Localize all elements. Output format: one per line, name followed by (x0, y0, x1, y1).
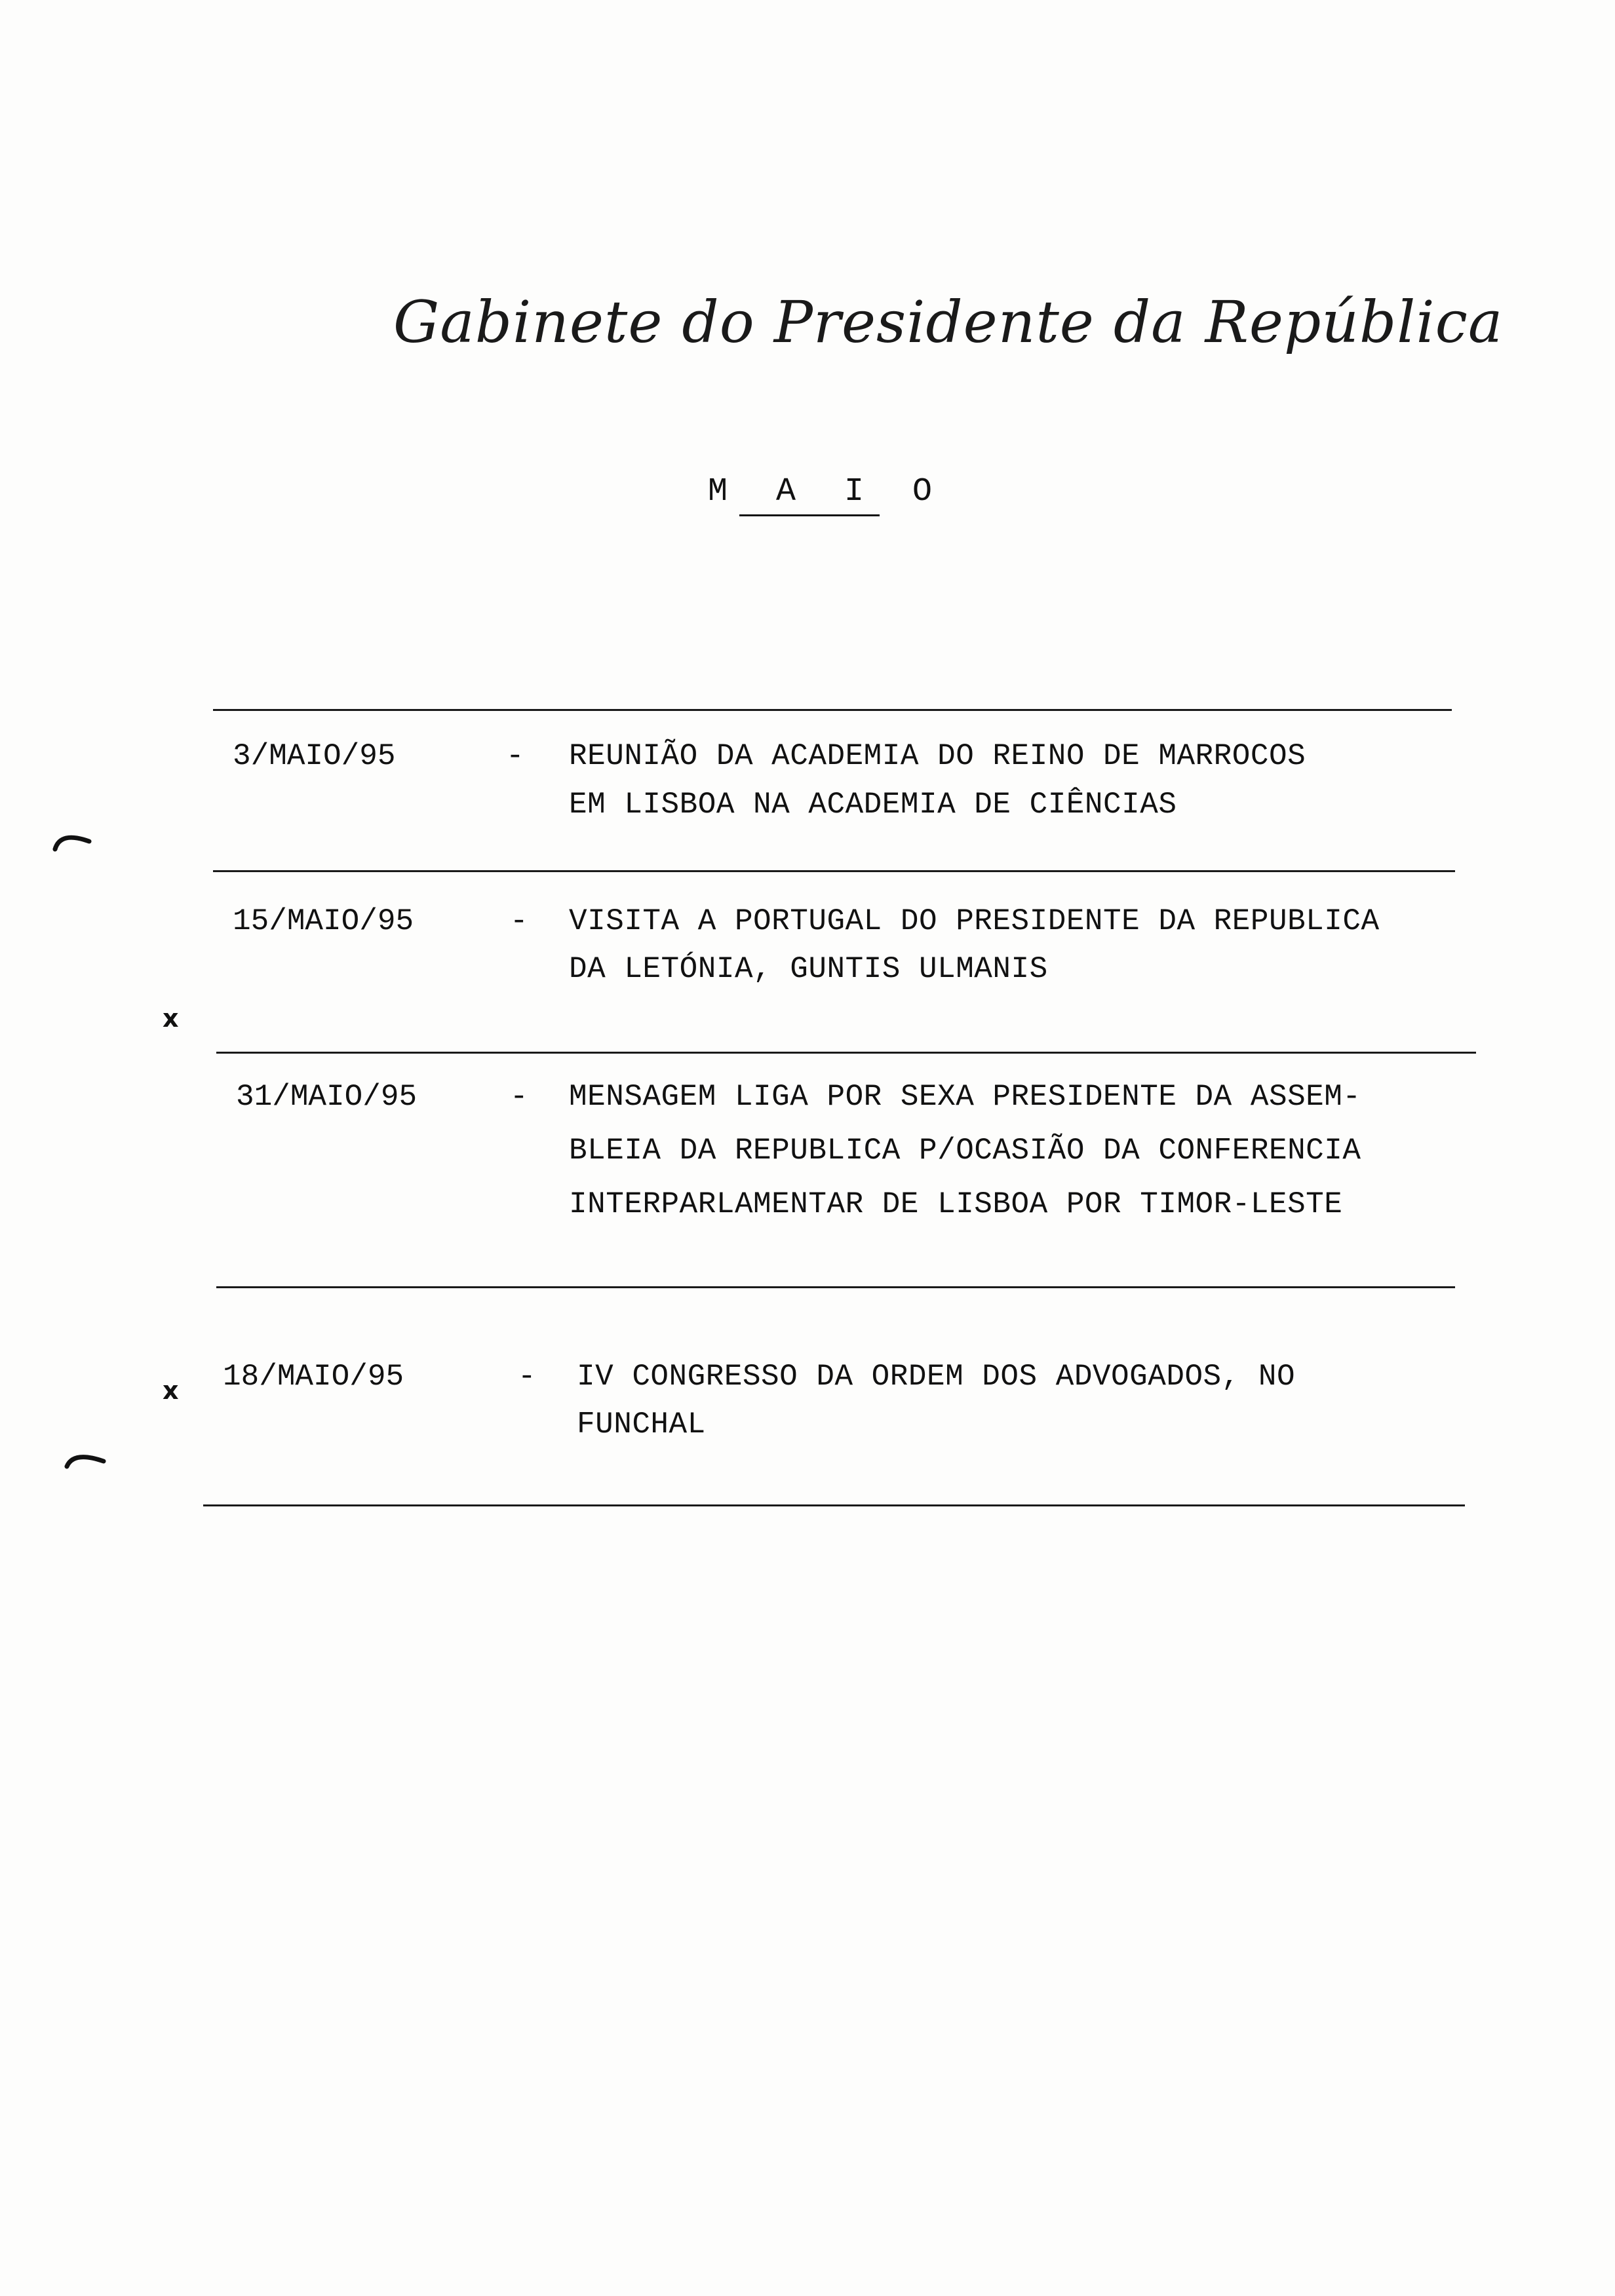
entry-date: 18/MAIO/95 (223, 1360, 404, 1394)
entry-text-line: VISITA A PORTUGAL DO PRESIDENTE DA REPUBLICA (569, 904, 1380, 938)
punch-hole-mark-top (51, 827, 97, 853)
entry-text-line: BLEIA DA REPUBLICA P/OCASIÃO DA CONFERENCIA (569, 1134, 1361, 1168)
entry-dash: - (510, 904, 528, 938)
entry-text-line: REUNIÃO DA ACADEMIA DO REINO DE MARROCOS (569, 739, 1306, 773)
margin-x-mark: x (163, 1376, 179, 1405)
entry-text-line: IV CONGRESSO DA ORDEM DOS ADVOGADOS, NO (577, 1360, 1296, 1394)
entry-date: 15/MAIO/95 (233, 904, 414, 938)
entry-text-line: INTERPARLAMENTAR DE LISBOA POR TIMOR-LESTE (569, 1187, 1343, 1221)
entry-date: 31/MAIO/95 (236, 1080, 418, 1114)
divider-rule-2 (213, 870, 1455, 872)
entry-dash: - (506, 739, 524, 773)
margin-x-mark: x (163, 1004, 179, 1033)
letterhead: Gabinete do Presidente da República (393, 288, 1504, 356)
month-title: M A I O (708, 473, 947, 510)
entry-date: 3/MAIO/95 (233, 739, 396, 773)
entry-text-line: DA LETÓNIA, GUNTIS ULMANIS (569, 952, 1048, 986)
entry-text-line: EM LISBOA NA ACADEMIA DE CIÊNCIAS (569, 788, 1177, 822)
divider-rule-5 (203, 1504, 1465, 1506)
divider-rule-3 (216, 1052, 1476, 1054)
entry-text-line: FUNCHAL (577, 1407, 706, 1442)
entry-text-line: MENSAGEM LIGA POR SEXA PRESIDENTE DA ASSEM- (569, 1080, 1361, 1114)
divider-rule-4 (216, 1286, 1455, 1288)
punch-hole-mark-bottom (63, 1445, 109, 1472)
entry-dash: - (518, 1360, 536, 1394)
divider-rule-1 (213, 709, 1452, 711)
entry-dash: - (510, 1080, 528, 1114)
month-title-underline (739, 514, 880, 516)
